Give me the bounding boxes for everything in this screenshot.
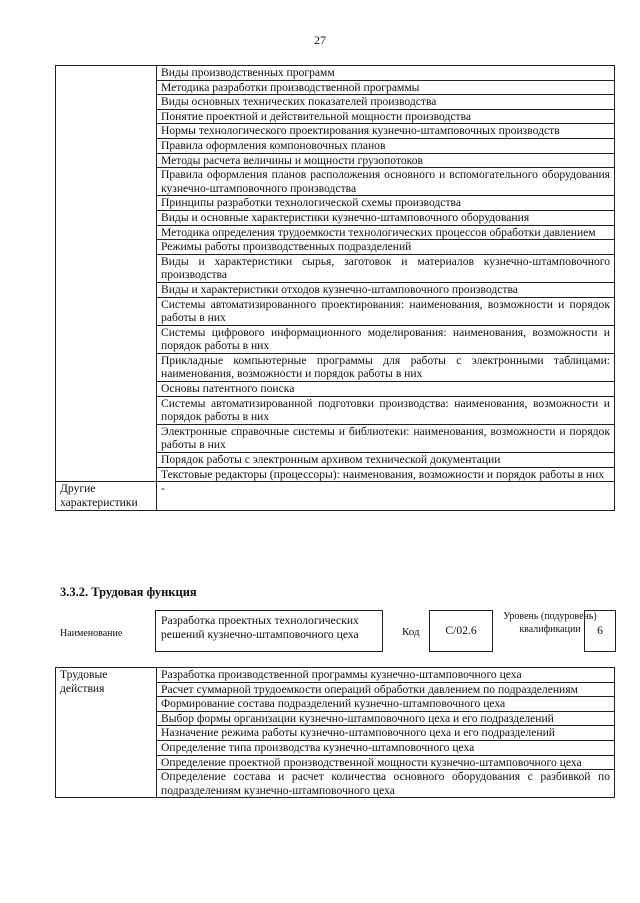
- knowledge-item: Порядок работы с электронным архивом технической документации: [157, 453, 615, 468]
- knowledge-item: Методика определения трудоемкости технологических процессов обработки давлением: [157, 225, 615, 240]
- knowledge-item: Правила оформления компоновочных планов: [157, 138, 615, 153]
- labor-actions-table: [55, 667, 615, 798]
- page-number: 27: [314, 33, 326, 47]
- knowledge-item: Методы расчета величины и мощности грузопотоков: [157, 153, 615, 168]
- knowledge-item: Виды основных технических показателей производства: [157, 95, 615, 110]
- name-value: Разработка проектных технологических решений кузнечно-штамповочного цеха: [161, 614, 359, 641]
- labor-action-item: Выбор формы организации кузнечно-штамповочного цеха и его подразделений: [157, 711, 615, 726]
- section-heading: 3.3.2. Трудовая функция: [60, 585, 197, 599]
- labor-action-item: Формирование состава подразделений кузнечно-штамповочного цеха: [157, 697, 615, 712]
- knowledge-item: Понятие проектной и действительной мощности производства: [157, 109, 615, 124]
- knowledge-row: [56, 66, 615, 81]
- code-label: Код: [402, 626, 420, 638]
- name-label: Наименование: [60, 628, 123, 639]
- labor-action-item: Определение проектной производственной мощности кузнечно-штамповочного цеха: [157, 755, 615, 770]
- knowledge-item: Нормы технологического проектирования кузнечно-штамповочных производств: [157, 124, 615, 139]
- knowledge-table: [55, 65, 615, 511]
- knowledge-item: Правила оформления планов расположения основного и вспомогательного оборудования кузнечно-штамповочного производства: [157, 168, 615, 196]
- other-characteristics-label: Другие характеристики: [56, 482, 157, 511]
- labor-action-item: Определение состава и расчет количества основного оборудования с разбивкой по подразделениям кузнечно-штамповочного цеха: [157, 770, 615, 798]
- knowledge-item: Текстовые редакторы (процессоры): наименования, возможности и порядок работы в них: [157, 467, 615, 482]
- labor-actions-body: [56, 668, 615, 798]
- knowledge-item: Виды и характеристики отходов кузнечно-штамповочного производства: [157, 282, 615, 297]
- knowledge-item: Виды производственных программ: [157, 66, 615, 81]
- knowledge-item: Виды и характеристики сырья, заготовок и материалов кузнечно-штамповочного производства: [157, 254, 615, 282]
- labor-action-row: [56, 668, 615, 683]
- labor-action-item: Назначение режима работы кузнечно-штамповочного цеха и его подразделений: [157, 726, 615, 741]
- labor-action-item: Разработка производственной программы кузнечно-штамповочного цеха: [157, 668, 615, 683]
- function-header: [60, 610, 620, 660]
- knowledge-item: Системы цифрового информационного моделирования: наименования, возможности и порядок работы в них: [157, 325, 615, 353]
- knowledge-item: Электронные справочные системы и библиотеки: наименования, возможности и порядок работы в них: [157, 424, 615, 452]
- knowledge-item: Принципы разработки технологической схемы производства: [157, 196, 615, 211]
- knowledge-item: Методика разработки производственной программы: [157, 80, 615, 95]
- other-characteristics-row: [56, 482, 615, 511]
- other-characteristics-value: -: [157, 482, 615, 511]
- knowledge-item: Режимы работы производственных подразделений: [157, 240, 615, 255]
- labor-action-item: Расчет суммарной трудоемкости операций обработки давлением по подразделениям: [157, 682, 615, 697]
- name-value-box: [155, 610, 383, 652]
- knowledge-item: Основы патентного поиска: [157, 382, 615, 397]
- level-value-box: [584, 610, 616, 652]
- level-value: 6: [597, 624, 603, 637]
- knowledge-table-body: [56, 66, 615, 511]
- knowledge-item: Системы автоматизированной подготовки производства: наименования, возможности и порядок работы в них: [157, 396, 615, 424]
- code-value-box: [429, 610, 493, 652]
- knowledge-item: Системы автоматизированного проектирования: наименования, возможности и порядок работы в них: [157, 297, 615, 325]
- knowledge-label-cell: [56, 66, 157, 482]
- level-label: Уровень (подуровень) квалификации: [503, 611, 597, 635]
- knowledge-item: Виды и основные характеристики кузнечно-штамповочного оборудования: [157, 210, 615, 225]
- code-value: С/02.6: [445, 624, 477, 637]
- knowledge-item: Прикладные компьютерные программы для работы с электронными таблицами: наименования, возможности и порядок работы в них: [157, 353, 615, 381]
- labor-action-item: Определение типа производства кузнечно-штамповочного цеха: [157, 740, 615, 755]
- labor-actions-label: Трудовые действия: [56, 668, 157, 798]
